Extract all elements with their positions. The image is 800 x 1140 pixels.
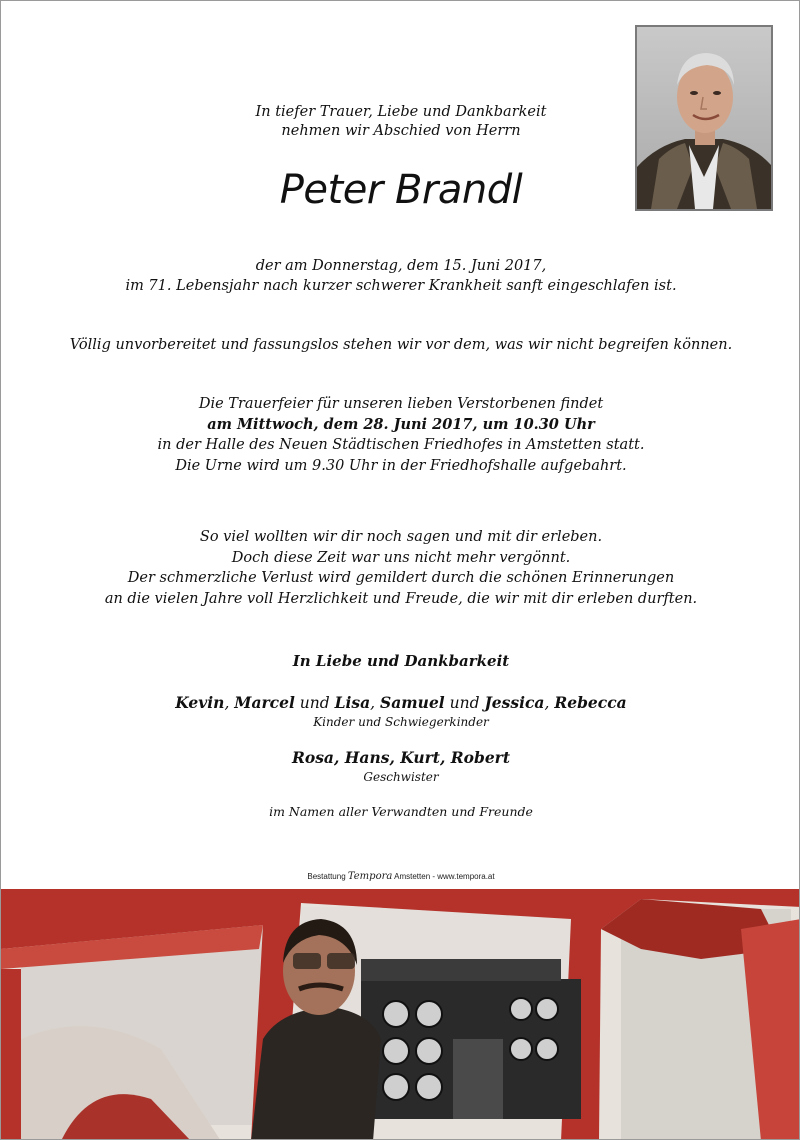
children-role: Kinder und Schwiegerkinder — [313, 715, 489, 729]
siblings-role: Geschwister — [363, 770, 439, 784]
funeral-line-3: in der Halle des Neuen Städtischen Friedhofes in Amstetten statt. — [157, 437, 645, 453]
poem-line-2: Doch diese Zeit war uns nicht mehr vergönnt. — [231, 549, 571, 566]
funeral-line-1: Die Trauerfeier für unseren lieben Verstorbenen findet — [198, 396, 604, 412]
poem-line-3: Der schmerzliche Verlust wird gemildert durch die schönen Erinnerungen — [127, 570, 675, 586]
name-separator: , — [370, 694, 381, 712]
name-separator: und — [294, 694, 335, 712]
cockpit-photo — [1, 889, 800, 1140]
closing-line: In Liebe und Dankbarkeit — [292, 652, 510, 670]
child-name: Kevin — [175, 693, 225, 712]
child-name: Rebecca — [554, 693, 627, 712]
death-line-1: der am Donnerstag, dem 15. Juni 2017, — [255, 258, 547, 274]
funeral-date: am Mittwoch, dem 28. Juni 2017, um 10.30 Uhr — [207, 415, 595, 433]
name-separator: , — [224, 694, 235, 712]
children-names — [1, 693, 800, 712]
relatives-line: im Namen aller Verwandten und Freunde — [269, 804, 533, 819]
intro-line-2: nehmen wir Abschied von Herrn — [281, 123, 521, 139]
child-name: Samuel — [380, 693, 445, 712]
intro-line-1: In tiefer Trauer, Liebe und Dankbarkeit — [255, 104, 547, 120]
death-notice — [1, 256, 800, 296]
child-name: Marcel — [234, 693, 295, 712]
shock-line: Völlig unvorbereitet und fassungslos stehen wir vor dem, was wir nicht begreifen können. — [69, 337, 733, 353]
poem-line-4: an die vielen Jahre voll Herzlichkeit und Freude, die wir mit dir erleben durften. — [104, 590, 698, 607]
child-name: Jessica — [484, 693, 545, 712]
siblings-names: Rosa, Hans, Kurt, Robert — [291, 748, 511, 767]
intro-text — [1, 103, 800, 141]
funeral-line-4: Die Urne wird um 9.30 Uhr in der Friedhofshalle aufgebahrt. — [175, 457, 627, 474]
funeral-info — [1, 394, 800, 476]
poem-line-1: So viel wollten wir dir noch sagen und mit dir erleben. — [199, 529, 603, 545]
name-separator: und — [444, 694, 485, 712]
funeral-home-logo: Tempora — [347, 871, 393, 882]
deceased-name: Peter Brandl — [279, 167, 523, 213]
child-name: Lisa — [334, 693, 371, 712]
cockpit-image — [1, 889, 800, 1140]
footer-suffix: Amstetten - www.tempora.at — [394, 872, 495, 881]
poem — [1, 527, 800, 609]
death-line-2: im 71. Lebensjahr nach kurzer schwerer Krankheit sanft eingeschlafen ist. — [125, 278, 677, 294]
name-separator: , — [544, 694, 555, 712]
footer-prefix: Bestattung — [307, 872, 346, 881]
funeral-home-footer — [1, 871, 800, 882]
